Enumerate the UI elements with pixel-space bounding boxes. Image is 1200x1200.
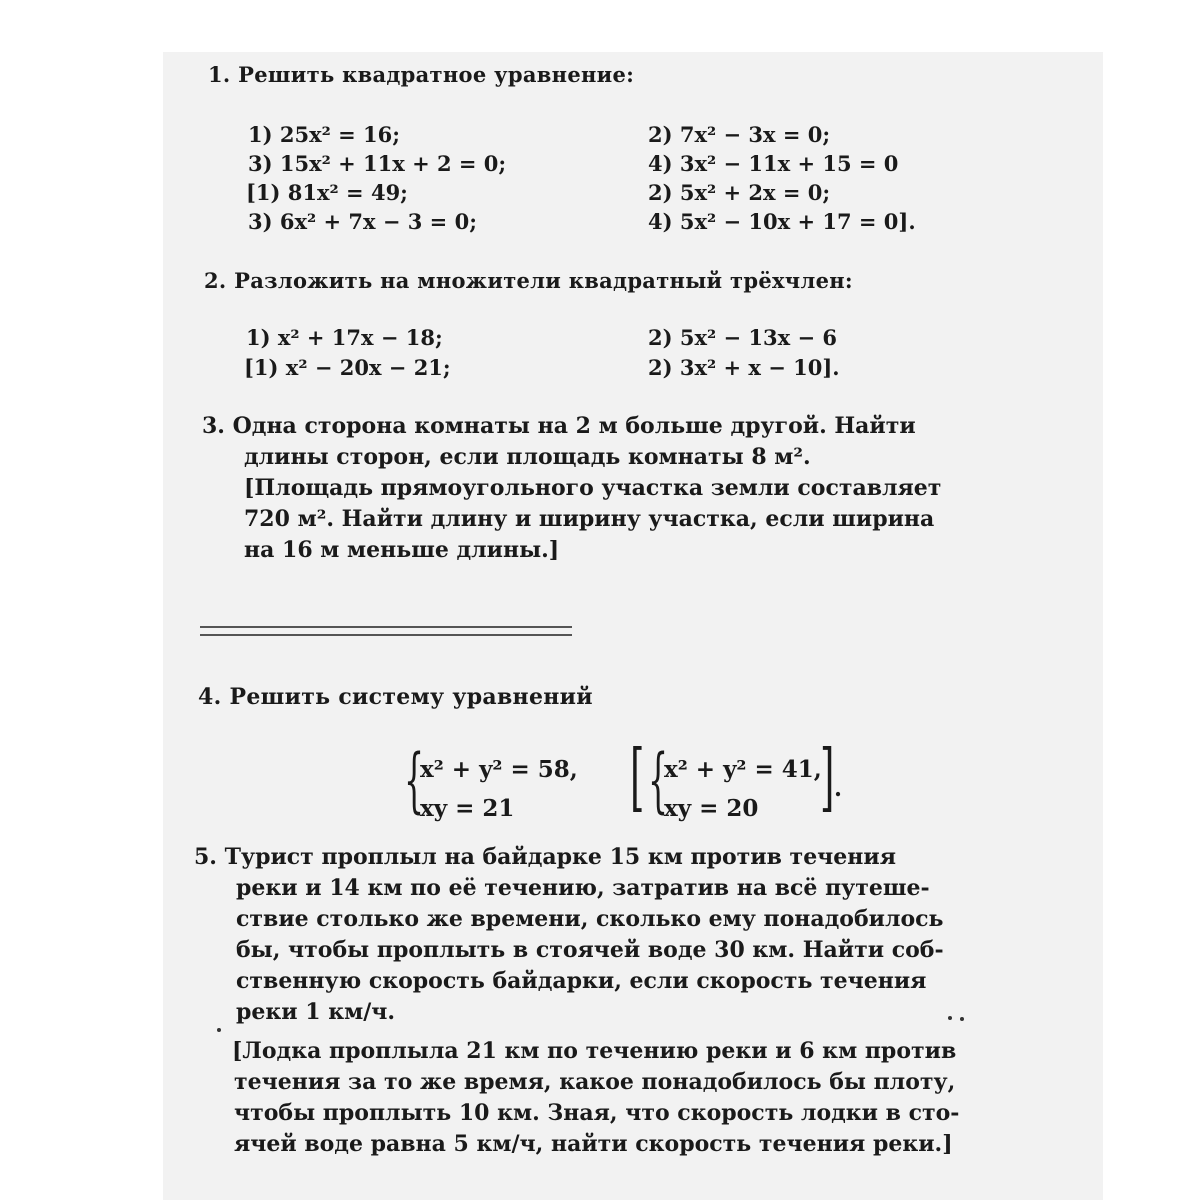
- task1-item: 2) 7x² − 3x = 0;: [648, 122, 831, 147]
- task3-line: 720 м². Найти длину и ширину участка, если ширина: [244, 506, 935, 532]
- task3-line: длины сторон, если площадь комнаты 8 м².: [244, 444, 811, 470]
- task5-line: реки и 14 км по её течению, затратив на всё путеше-: [236, 875, 930, 901]
- task5-text: [236, 873, 1058, 1028]
- task1-item: 2) 5x² + 2x = 0;: [648, 180, 831, 205]
- task1-item: 4) 3x² − 11x + 15 = 0: [648, 151, 899, 176]
- speck: [960, 1017, 964, 1021]
- close-bracket: ]: [820, 734, 835, 820]
- task2-item: 1) x² + 17x − 18;: [246, 325, 443, 350]
- system-tail: .: [834, 775, 843, 802]
- task5-line: течения за то же время, какое понадобилось бы плоту,: [234, 1069, 956, 1095]
- system-brace: {: [648, 739, 669, 821]
- task1-item: 3) 15x² + 11x + 2 = 0;: [248, 151, 507, 176]
- system1-eq2: xy = 21: [420, 795, 515, 822]
- system-brace: {: [404, 739, 425, 821]
- task5-line: реки 1 км/ч.: [236, 999, 396, 1025]
- speck: [948, 1016, 952, 1020]
- task3-line: [Площадь прямоугольного участка земли составляет: [244, 475, 942, 501]
- task5-line: ственную скорость байдарки, если скорость течения: [236, 968, 927, 994]
- task2-item: 2) 5x² − 13x − 6: [648, 325, 837, 350]
- task5-line: ствие столько же времени, сколько ему понадобилось: [236, 906, 944, 932]
- task5-text: [194, 842, 1058, 873]
- task2-heading: 2. Разложить на множители квадратный трёхчлен:: [204, 268, 853, 293]
- task1-item: [1) 81x² = 49;: [246, 180, 408, 205]
- task3-text: [202, 411, 1040, 442]
- speck: [217, 1028, 221, 1032]
- task1-item: 1) 25x² = 16;: [248, 122, 400, 147]
- task5-line: 5. Турист проплыл на байдарке 15 км против течения: [194, 844, 896, 870]
- task3-line: на 16 м меньше длины.]: [244, 537, 560, 563]
- section-divider: [200, 626, 572, 636]
- system2-eq2: xy = 20: [664, 795, 759, 822]
- system2-eq1: x² + y² = 41,: [664, 756, 822, 783]
- task3-line: 3. Одна сторона комнаты на 2 м больше другой. Найти: [202, 413, 916, 439]
- task5-text: [232, 1036, 1064, 1067]
- task1-item: 4) 5x² − 10x + 17 = 0].: [648, 209, 916, 234]
- task1-item: 3) 6x² + 7x − 3 = 0;: [248, 209, 477, 234]
- task3-text: [244, 442, 1040, 566]
- task2-item: 2) 3x² + x − 10].: [648, 355, 840, 380]
- task1-heading: 1. Решить квадратное уравнение:: [208, 62, 635, 87]
- task5-line: бы, чтобы проплыть в стоячей воде 30 км. Найти соб-: [236, 937, 944, 963]
- task4-heading: 4. Решить систему уравнений: [198, 684, 593, 710]
- task5-line: ячей воде равна 5 км/ч, найти скорость течения реки.]: [234, 1131, 953, 1157]
- system1-eq1: x² + y² = 58,: [420, 756, 578, 783]
- task5-line: чтобы проплыть 10 км. Зная, что скорость лодки в сто-: [234, 1100, 960, 1126]
- task2-item: [1) x² − 20x − 21;: [244, 355, 451, 380]
- task5-text: [234, 1067, 1064, 1160]
- task5-line: [Лодка проплыла 21 км по течению реки и 6 км против: [232, 1038, 957, 1064]
- open-bracket: [: [630, 734, 645, 820]
